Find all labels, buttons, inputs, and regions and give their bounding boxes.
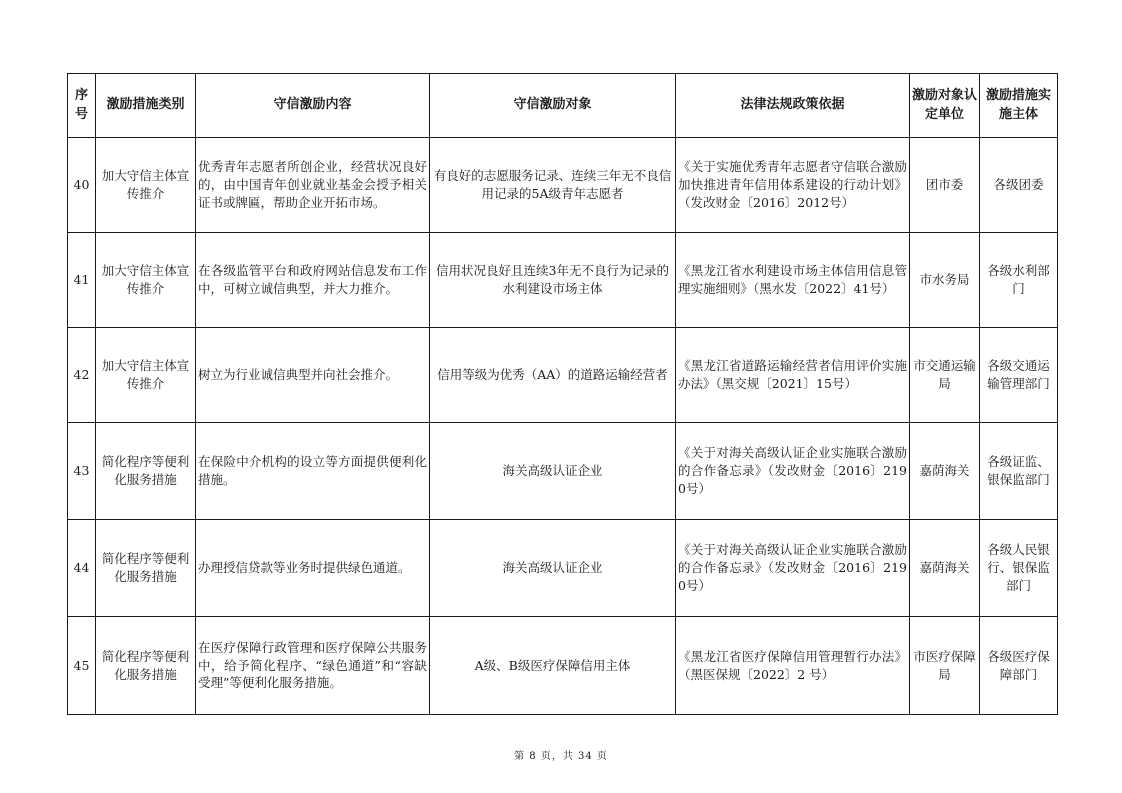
column-header-basis: 法律法规政策依据	[676, 74, 910, 138]
cell-implementer: 各级证监、银保监部门	[980, 423, 1058, 520]
cell-category: 加大守信主体宣传推介	[96, 138, 196, 233]
cell-no: 43	[68, 423, 96, 520]
cell-authority: 嘉荫海关	[910, 423, 980, 520]
cell-target: 信用状况良好且连续3年无不良行为记录的水利建设市场主体	[430, 233, 676, 328]
cell-content: 在保险中介机构的设立等方面提供便利化措施。	[196, 423, 430, 520]
cell-authority: 市医疗保障局	[910, 617, 980, 715]
cell-target: 海关高级认证企业	[430, 520, 676, 617]
cell-category: 简化程序等便利化服务措施	[96, 423, 196, 520]
column-header-authority: 激励对象认定单位	[910, 74, 980, 138]
cell-category: 加大守信主体宣传推介	[96, 233, 196, 328]
cell-basis: 《关于实施优秀青年志愿者守信联合激励加快推进青年信用体系建设的行动计划》（发改财金〔2016〕2012号）	[676, 138, 910, 233]
page-number-footer: 第 8 页，共 34 页	[514, 751, 608, 762]
cell-authority: 嘉荫海关	[910, 520, 980, 617]
cell-implementer: 各级交通运输管理部门	[980, 328, 1058, 423]
incentive-measures-table	[67, 73, 1058, 715]
column-header-category: 激励措施类别	[96, 74, 196, 138]
cell-implementer: 各级医疗保障部门	[980, 617, 1058, 715]
table-row	[68, 617, 1058, 715]
cell-basis: 《黑龙江省医疗保障信用管理暂行办法》（黑医保规〔2022〕2 号）	[676, 617, 910, 715]
cell-basis: 《关于对海关高级认证企业实施联合激励的合作备忘录》（发改财金〔2016〕2190号）	[676, 423, 910, 520]
cell-authority: 团市委	[910, 138, 980, 233]
cell-target: 有良好的志愿服务记录、连续三年无不良信用记录的5A级青年志愿者	[430, 138, 676, 233]
cell-basis: 《黑龙江省水利建设市场主体信用信息管理实施细则》（黑水发〔2022〕41号）	[676, 233, 910, 328]
cell-authority: 市水务局	[910, 233, 980, 328]
column-header-implementer: 激励措施实施主体	[980, 74, 1058, 138]
table-row	[68, 138, 1058, 233]
table-row	[68, 233, 1058, 328]
table-row	[68, 520, 1058, 617]
table-row	[68, 328, 1058, 423]
cell-target: 海关高级认证企业	[430, 423, 676, 520]
cell-implementer: 各级水利部门	[980, 233, 1058, 328]
cell-no: 42	[68, 328, 96, 423]
table-header	[68, 74, 1058, 138]
cell-no: 40	[68, 138, 96, 233]
table-row	[68, 423, 1058, 520]
table-body	[68, 138, 1058, 715]
cell-basis: 《关于对海关高级认证企业实施联合激励的合作备忘录》（发改财金〔2016〕2190号）	[676, 520, 910, 617]
cell-content: 在各级监管平台和政府网站信息发布工作中，可树立诚信典型，并大力推介。	[196, 233, 430, 328]
cell-content: 办理授信贷款等业务时提供绿色通道。	[196, 520, 430, 617]
cell-implementer: 各级人民银行、银保监部门	[980, 520, 1058, 617]
cell-implementer: 各级团委	[980, 138, 1058, 233]
cell-no: 44	[68, 520, 96, 617]
column-header-content: 守信激励内容	[196, 74, 430, 138]
column-header-no: 序号	[68, 74, 96, 138]
column-header-target: 守信激励对象	[430, 74, 676, 138]
cell-content: 在医疗保障行政管理和医疗保障公共服务中，给予简化程序、“绿色通道”和“容缺受理”等便利化服务措施。	[196, 617, 430, 715]
cell-category: 简化程序等便利化服务措施	[96, 520, 196, 617]
cell-no: 41	[68, 233, 96, 328]
cell-target: 信用等级为优秀（AA）的道路运输经营者	[430, 328, 676, 423]
cell-target: A级、B级医疗保障信用主体	[430, 617, 676, 715]
cell-basis: 《黑龙江省道路运输经营者信用评价实施办法》（黑交规〔2021〕15号）	[676, 328, 910, 423]
cell-authority: 市交通运输局	[910, 328, 980, 423]
cell-category: 简化程序等便利化服务措施	[96, 617, 196, 715]
cell-no: 45	[68, 617, 96, 715]
cell-category: 加大守信主体宣传推介	[96, 328, 196, 423]
table-header-row	[68, 74, 1058, 138]
cell-content: 优秀青年志愿者所创企业，经营状况良好的，由中国青年创业就业基金会授予相关证书或牌匾，帮助企业开拓市场。	[196, 138, 430, 233]
cell-content: 树立为行业诚信典型并向社会推介。	[196, 328, 430, 423]
